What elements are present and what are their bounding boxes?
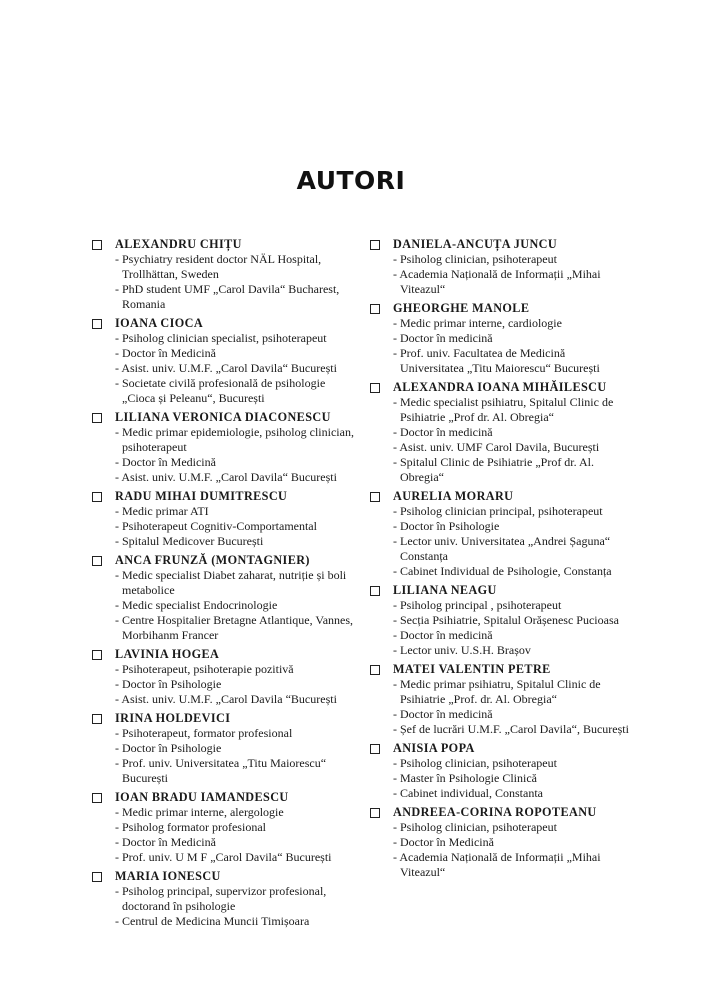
author-name: MARIA IONESCU xyxy=(115,869,221,883)
author-affiliation-line: - Psiholog principal , psihoterapeut xyxy=(393,598,562,612)
checkbox-bullet-icon xyxy=(370,383,380,393)
checkbox-bullet-icon xyxy=(370,665,380,675)
author-entry xyxy=(92,647,360,707)
author-entry xyxy=(92,410,360,485)
author-affiliation-line: - Medic primar interne, cardiologie xyxy=(393,316,562,330)
checkbox-bullet-icon xyxy=(92,492,102,502)
author-affiliation-line: - Doctor în Medicină xyxy=(115,835,216,849)
author-affiliation-line: - Centrul de Medicina Muncii Timișoara xyxy=(115,914,310,928)
author-affiliation-line: - Medic primar interne, alergologie xyxy=(115,805,284,819)
checkbox-bullet-icon xyxy=(92,413,102,423)
author-entry xyxy=(92,790,360,865)
author-name: LILIANA NEAGU xyxy=(393,583,497,597)
checkbox-bullet-icon xyxy=(92,556,102,566)
author-affiliation-line: - Cabinet Individual de Psihologie, Constanța xyxy=(393,564,612,578)
author-affiliation-line: - Doctor în medicină xyxy=(393,331,493,345)
author-affiliation-line: - Psiholog clinician, psihoterapeut xyxy=(393,756,557,770)
author-affiliation-line: - Psihoterapeut, psihoterapie pozitivă xyxy=(115,662,294,676)
checkbox-bullet-icon xyxy=(370,304,380,314)
author-name: IOANA CIOCA xyxy=(115,316,204,330)
author-name: AURELIA MORARU xyxy=(393,489,514,503)
author-affiliation-line: - Psiholog clinician, psihoterapeut xyxy=(393,820,557,834)
checkbox-bullet-icon xyxy=(370,492,380,502)
author-affiliation-line: - Medic specialist Diabet zaharat, nutriție și boli metabolice xyxy=(115,568,347,597)
author-name: LAVINIA HOGEA xyxy=(115,647,220,661)
checkbox-bullet-icon xyxy=(92,650,102,660)
author-affiliation-line: - Medic specialist Endocrinologie xyxy=(115,598,278,612)
author-affiliation-line: - Șef de lucrări U.M.F. „Carol Davila“, București xyxy=(393,722,629,736)
author-affiliation-line: - Doctor în Psihologie xyxy=(393,519,500,533)
author-name: ALEXANDRA IOANA MIHĂILESCU xyxy=(393,380,607,394)
author-affiliation-line: - Lector univ. U.S.H. Brașov xyxy=(393,643,531,657)
checkbox-bullet-icon xyxy=(92,240,102,250)
author-affiliation-line: - PhD student UMF „Carol Davila“ Bucharest, Romania xyxy=(115,282,340,311)
author-entry xyxy=(92,237,360,312)
author-affiliation-line: - Doctor în Medicină xyxy=(393,835,494,849)
author-entry xyxy=(92,316,360,406)
author-entry xyxy=(92,489,360,549)
author-affiliation-line: - Psiholog clinician principal, psihoterapeut xyxy=(393,504,603,518)
author-affiliation-line: - Spitalul Clinic de Psihiatrie „Prof dr. Al. Obregia“ xyxy=(393,455,594,484)
author-affiliation-line: - Psiholog clinician, psihoterapeut xyxy=(393,252,557,266)
author-affiliation-line: - Psiholog formator profesional xyxy=(115,820,266,834)
author-name: GHEORGHE MANOLE xyxy=(393,301,530,315)
author-affiliation-line: - Doctor în Psihologie xyxy=(115,677,222,691)
author-name: ALEXANDRU CHIȚU xyxy=(115,237,242,251)
author-affiliation-line: - Psiholog clinician specialist, psihoterapeut xyxy=(115,331,327,345)
author-name: DANIELA-ANCUȚA JUNCU xyxy=(393,237,558,251)
author-affiliation-line: - Psiholog principal, supervizor profesional, doctorand în psihologie xyxy=(115,884,327,913)
author-affiliation-line: - Secția Psihiatrie, Spitalul Orășenesc Pucioasa xyxy=(393,613,619,627)
author-affiliation-line: - Medic primar ATI xyxy=(115,504,209,518)
author-affiliation-line: - Centre Hospitalier Bretagne Atlantique, Vannes, Morbihanm Francer xyxy=(115,613,354,642)
author-affiliation-line: - Asist. univ. U.M.F. „Carol Davila“ București xyxy=(115,470,337,484)
author-entry xyxy=(370,489,632,579)
author-affiliation-line: - Spitalul Medicover București xyxy=(115,534,264,548)
author-affiliation-line: - Doctor în medicină xyxy=(393,707,493,721)
author-name: ANDREEA-CORINA ROPOTEANU xyxy=(393,805,597,819)
author-affiliation-line: - Psihoterapeut, formator profesional xyxy=(115,726,293,740)
author-affiliation-line: - Medic primar psihiatru, Spitalul Clinic de Psihiatrie „Prof. dr. Al. Obregia“ xyxy=(393,677,601,706)
author-name: MATEI VALENTIN PETRE xyxy=(393,662,551,676)
author-entry xyxy=(370,662,632,737)
author-name: IRINA HOLDEVICI xyxy=(115,711,231,725)
author-affiliation-line: - Asist. univ. UMF Carol Davila, București xyxy=(393,440,600,454)
author-affiliation-line: - Asist. univ. U.M.F. „Carol Davila “București xyxy=(115,692,337,706)
authors-right-column xyxy=(370,237,632,884)
author-affiliation-line: - Prof. univ. U M F „Carol Davila“ București xyxy=(115,850,332,864)
author-affiliation-line: - Prof. univ. Universitatea „Titu Maiorescu“ București xyxy=(115,756,327,785)
author-affiliation-line: - Doctor în Medicină xyxy=(115,455,216,469)
page-title: AUTORI xyxy=(296,166,406,195)
author-entry xyxy=(370,237,632,297)
author-affiliation-line: - Doctor în Psihologie xyxy=(115,741,222,755)
author-entry xyxy=(370,805,632,880)
author-affiliation-line: - Lector univ. Universitatea „Andrei Șaguna“ Constanța xyxy=(393,534,611,563)
checkbox-bullet-icon xyxy=(92,319,102,329)
author-affiliation-line: - Master în Psihologie Clinică xyxy=(393,771,537,785)
author-affiliation-line: - Cabinet individual, Constanta xyxy=(393,786,543,800)
author-affiliation-line: - Prof. univ. Facultatea de Medicină Universitatea „Titu Maiorescu“ București xyxy=(393,346,600,375)
checkbox-bullet-icon xyxy=(92,872,102,882)
checkbox-bullet-icon xyxy=(370,808,380,818)
author-affiliation-line: - Societate civilă profesională de psihologie „Cioca și Peleanu“, București xyxy=(115,376,326,405)
author-affiliation-line: - Doctor în medicină xyxy=(393,425,493,439)
checkbox-bullet-icon xyxy=(92,714,102,724)
author-entry xyxy=(92,869,360,929)
author-entry xyxy=(370,301,632,376)
author-entry xyxy=(370,741,632,801)
checkbox-bullet-icon xyxy=(92,793,102,803)
author-name: RADU MIHAI DUMITRESCU xyxy=(115,489,288,503)
author-affiliation-line: - Medic primar epidemiologie, psiholog clinician, psihoterapeut xyxy=(115,425,354,454)
author-name: ANCA FRUNZĂ (MONTAGNIER) xyxy=(115,553,310,567)
author-entry xyxy=(370,583,632,658)
author-affiliation-line: - Psihoterapeut Cognitiv-Comportamental xyxy=(115,519,317,533)
author-entry xyxy=(370,380,632,485)
author-affiliation-line: - Academia Națională de Informații „Mihai Viteazul“ xyxy=(393,850,601,879)
author-name: LILIANA VERONICA DIACONESCU xyxy=(115,410,331,424)
author-affiliation-line: - Medic specialist psihiatru, Spitalul Clinic de Psihiatrie „Prof dr. Al. Obregia“ xyxy=(393,395,614,424)
checkbox-bullet-icon xyxy=(370,744,380,754)
author-affiliation-line: - Asist. univ. U.M.F. „Carol Davila“ București xyxy=(115,361,337,375)
author-affiliation-line: - Doctor în medicină xyxy=(393,628,493,642)
author-entry xyxy=(92,711,360,786)
author-entry xyxy=(92,553,360,643)
author-name: IOAN BRADU IAMANDESCU xyxy=(115,790,289,804)
author-affiliation-line: - Doctor în Medicină xyxy=(115,346,216,360)
author-affiliation-line: - Academia Națională de Informații „Mihai Viteazul“ xyxy=(393,267,601,296)
checkbox-bullet-icon xyxy=(370,586,380,596)
authors-left-column xyxy=(92,237,360,933)
author-affiliation-line: - Psychiatry resident doctor NÄL Hospital, Trollhättan, Sweden xyxy=(115,252,322,281)
checkbox-bullet-icon xyxy=(370,240,380,250)
author-name: ANISIA POPA xyxy=(393,741,475,755)
